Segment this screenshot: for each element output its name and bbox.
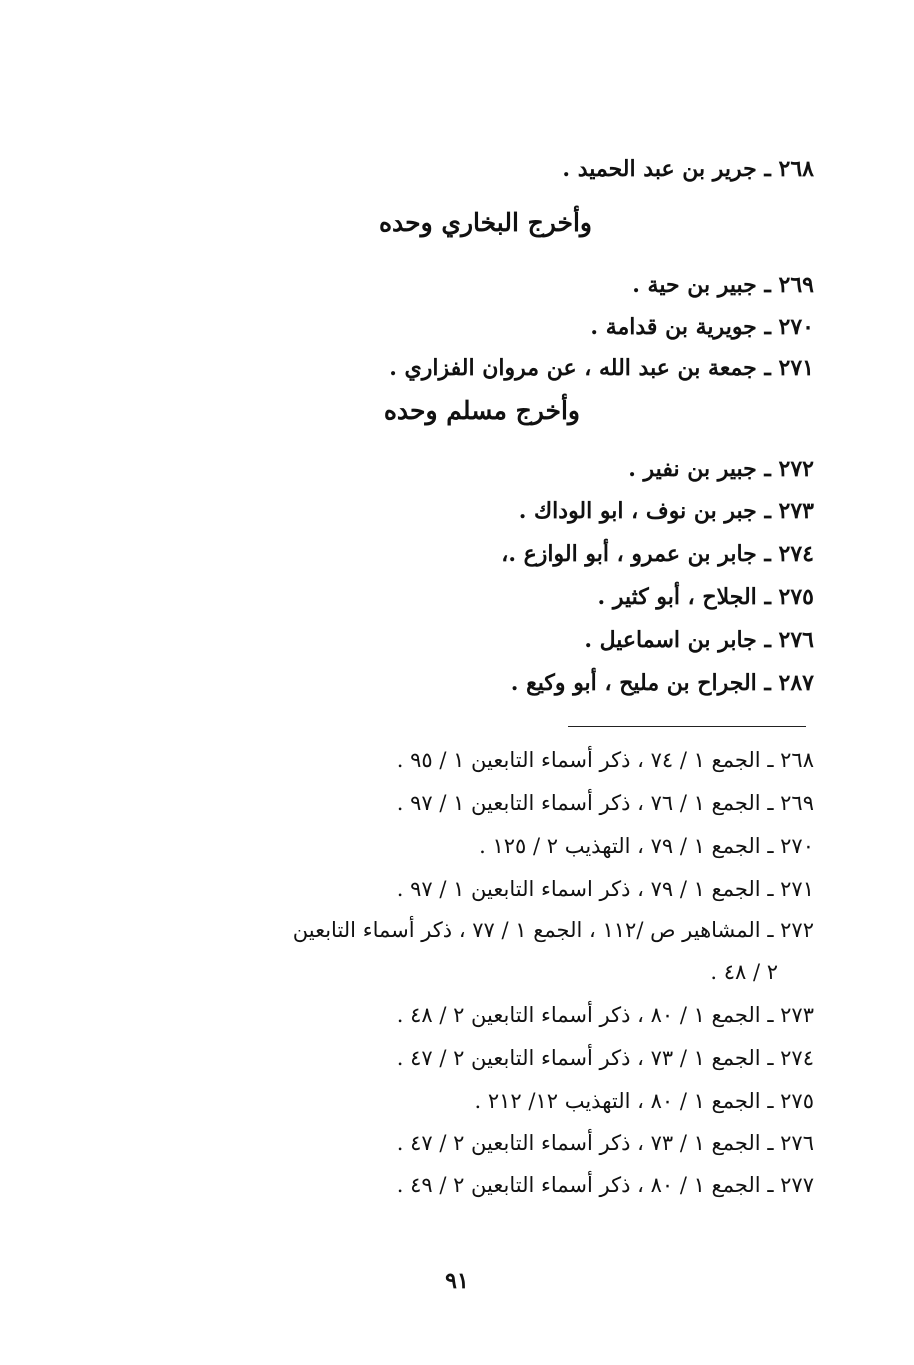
footnote-269: ٢٦٩ ـ الجمع ١ / ٧٦ ، ذكر أسماء التابعين ١ / ٩٧ . xyxy=(396,791,814,815)
entry-276: ٢٧٦ ـ جابر بن اسماعيل . xyxy=(584,627,814,653)
entry-274: ٢٧٤ ـ جابر بن عمرو ، أبو الوازع .، xyxy=(501,541,814,567)
footnote-268: ٢٦٨ ـ الجمع ١ / ٧٤ ، ذكر أسماء التابعين ١ / ٩٥ . xyxy=(396,748,814,772)
entry-275: ٢٧٥ ـ الجلاح ، أبو كثير . xyxy=(597,584,814,610)
heading-bukhari: وأخرج البخاري وحده xyxy=(378,208,592,237)
footnote-273: ٢٧٣ ـ الجمع ١ / ٨٠ ، ذكر أسماء التابعين ٢ / ٤٨ . xyxy=(396,1003,814,1027)
footnote-272: ٢٧٢ ـ المشاهير ص /١١٢ ، الجمع ١ / ٧٧ ، ذكر أسماء التابعين xyxy=(292,918,814,942)
heading-muslim: وأخرج مسلم وحده xyxy=(383,396,580,425)
footnote-276: ٢٧٦ ـ الجمع ١ / ٧٣ ، ذكر أسماء التابعين ٢ / ٤٧ . xyxy=(396,1131,814,1155)
footnote-275: ٢٧٥ ـ الجمع ١ / ٨٠ ، التهذيب ١٢/ ٢١٢ . xyxy=(474,1089,814,1113)
entry-273: ٢٧٣ ـ جبر بن نوف ، ابو الوداك . xyxy=(518,498,814,524)
entry-271: ٢٧١ ـ جمعة بن عبد الله ، عن مروان الفزاري . xyxy=(389,355,814,381)
entry-287: ٢٨٧ ـ الجراح بن مليح ، أبو وكيع . xyxy=(510,670,814,696)
footnote-270: ٢٧٠ ـ الجمع ١ / ٧٩ ، التهذيب ٢ / ١٢٥ . xyxy=(479,834,814,858)
entry-272: ٢٧٢ ـ جبير بن نفير . xyxy=(628,456,814,482)
footnote-separator xyxy=(568,726,806,727)
footnote-277: ٢٧٧ ـ الجمع ١ / ٨٠ ، ذكر أسماء التابعين ٢ / ٤٩ . xyxy=(396,1173,814,1197)
entry-270: ٢٧٠ ـ جويرية بن قدامة . xyxy=(590,314,814,340)
footnote-272-continuation: ٢ / ٤٨ . xyxy=(710,960,778,984)
entry-268: ٢٦٨ ـ جرير بن عبد الحميد . xyxy=(562,156,814,182)
footnote-274: ٢٧٤ ـ الجمع ١ / ٧٣ ، ذكر أسماء التابعين ٢ / ٤٧ . xyxy=(396,1046,814,1070)
page-number: ٩١ xyxy=(445,1268,469,1294)
entry-269: ٢٦٩ ـ جبير بن حية . xyxy=(632,272,814,298)
footnote-271: ٢٧١ ـ الجمع ١ / ٧٩ ، ذكر اسماء التابعين ١ / ٩٧ . xyxy=(396,877,814,901)
